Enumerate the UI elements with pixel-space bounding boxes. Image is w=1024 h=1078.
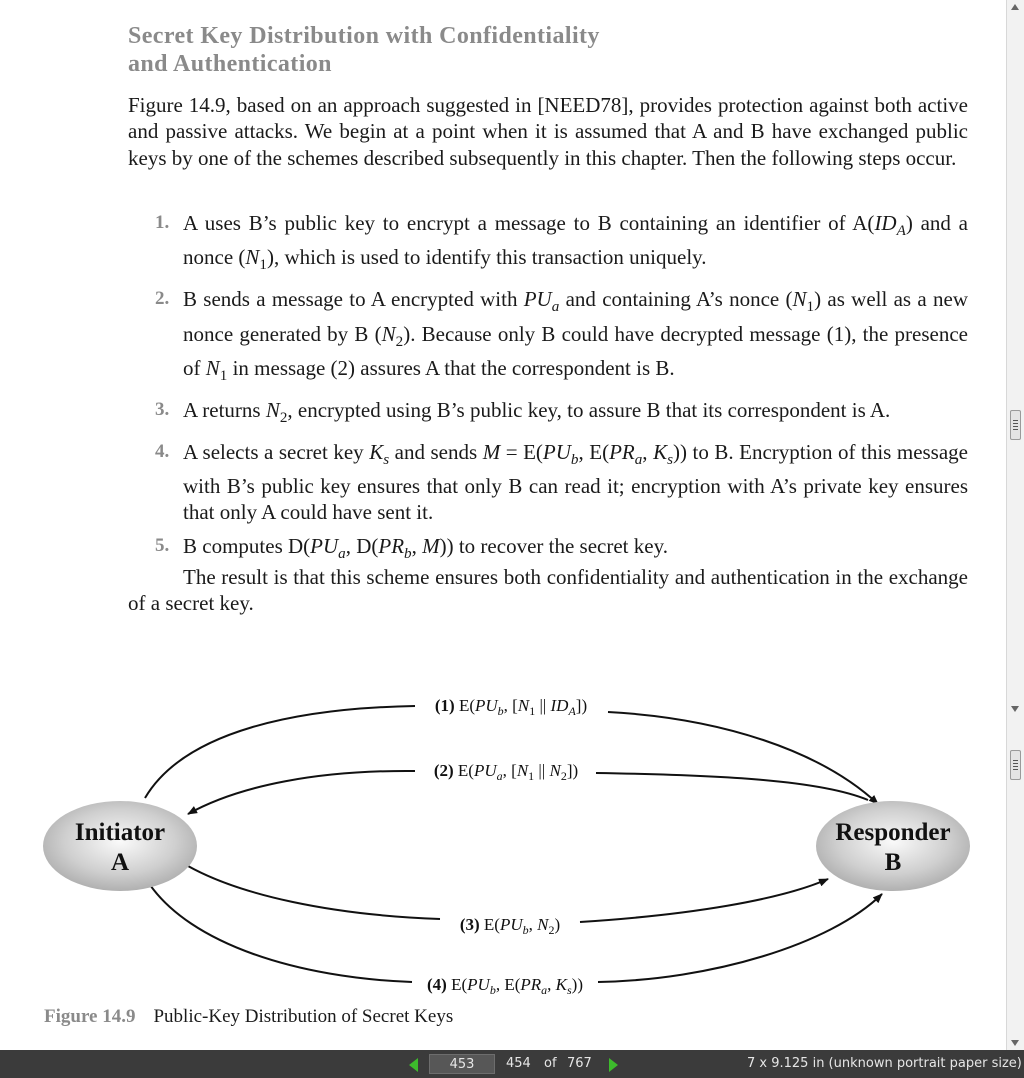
step-number: 5. bbox=[155, 535, 170, 557]
page-of-label: of bbox=[544, 1056, 557, 1071]
scroll-down-icon[interactable] bbox=[1011, 1040, 1019, 1046]
scrollbar-thumb-secondary[interactable] bbox=[1010, 750, 1021, 780]
step-text: A returns $N_2$, encrypted using B’s public key, to assure B that its correspondent is A. bbox=[183, 397, 891, 427]
step-text: B sends a message to A encrypted with $PU_a$ and containing A’s nonce $(N_1)$ as well as a new nonce generated by B $(N_2)$. Because only B could have decrypted message (1), the presence of $N_1$ in message (2) assures A that the correspondent is B. bbox=[183, 287, 968, 384]
heading-line-2: and Authentication bbox=[128, 51, 332, 77]
responder-node bbox=[816, 801, 970, 891]
message-4-arrow bbox=[148, 882, 412, 982]
scroll-down-icon[interactable] bbox=[1011, 706, 1019, 712]
message-3-label: (3) $E(PU_b$, $N_2$) bbox=[459, 915, 561, 937]
initiator-label: Initiator bbox=[74, 819, 166, 846]
next-page-icon[interactable] bbox=[609, 1058, 618, 1072]
step-item bbox=[128, 210, 968, 278]
step-item bbox=[128, 397, 968, 431]
current-page-label: 454 bbox=[506, 1056, 531, 1071]
initiator-letter: A bbox=[110, 849, 130, 876]
step-item bbox=[128, 533, 968, 567]
intro-paragraph: Figure 14.9, based on an approach suggested in [NEED78], provides protection against both active and passive attacks. We begin at a point when it is assumed that A and B have exchanged public keys by one of the schemes described subsequently in this chapter. Then the following steps occur. bbox=[128, 93, 968, 170]
previous-page-icon[interactable] bbox=[409, 1058, 418, 1072]
step-text: A uses B’s public key to encrypt a message to B containing an identifier of $A(ID_A)$ and a nonce $(N_1)$, which is used to identify this transaction uniquely. bbox=[183, 211, 968, 274]
figure-number: Figure 14.9 bbox=[44, 1006, 136, 1027]
step-item bbox=[128, 286, 968, 389]
message-1-label: (1) $E(PU_b$, [$N_1$ || $ID_A$]) bbox=[434, 696, 588, 718]
page-number-input[interactable] bbox=[429, 1054, 495, 1074]
heading-line-1: Secret Key Distribution with Confidentiality bbox=[128, 23, 600, 49]
scroll-up-icon[interactable] bbox=[1011, 4, 1019, 10]
message-3-arrow-head bbox=[580, 879, 828, 922]
message-4-label: (4) $E(PU_b$, $E(PR_a$, $K_s$)) bbox=[427, 975, 583, 997]
section-heading bbox=[128, 22, 600, 78]
step-text: B computes $D(PU_a$, $D(PR_b$, M)) to recover the secret key. bbox=[183, 534, 668, 563]
step-item bbox=[128, 439, 968, 525]
conclusion-paragraph: The result is that this scheme ensures both confidentiality and authentication in the exchange of a secret key. bbox=[128, 565, 968, 616]
initiator-node bbox=[43, 801, 197, 891]
figure-title: Public-Key Distribution of Secret Keys bbox=[153, 1006, 454, 1027]
message-4-arrow-head bbox=[598, 894, 882, 982]
vertical-scrollbar[interactable] bbox=[1006, 0, 1024, 1050]
message-3-arrow bbox=[188, 866, 440, 919]
steps-list bbox=[128, 210, 968, 576]
step-number: 3. bbox=[155, 398, 170, 420]
step-number: 1. bbox=[155, 212, 170, 233]
step-number: 2. bbox=[155, 288, 170, 310]
message-1-arrow bbox=[145, 706, 415, 798]
message-2-arrow bbox=[596, 773, 868, 800]
step-text: A selects a secret key $K_s$ and sends $M = E(PU_b$, $E(PR_a$, $K_s$)) to B. Encryption of this message with B’s public key ensures that only B can read it; encryption with A’s private key ensures that only A could have sent it. bbox=[183, 440, 968, 525]
step-number: 4. bbox=[155, 441, 170, 463]
key-distribution-diagram bbox=[0, 660, 1006, 1000]
message-2-arrow-head bbox=[188, 771, 415, 814]
responder-letter: B bbox=[884, 849, 902, 876]
message-2-label: (2) $E(PU_a$, [$N_1$ || $N_2$]) bbox=[433, 761, 579, 783]
figure-caption bbox=[44, 1006, 453, 1028]
scrollbar-thumb[interactable] bbox=[1010, 410, 1021, 440]
responder-label: Responder bbox=[835, 819, 951, 846]
paper-size-label: 7 x 9.125 in (unknown portrait paper size) bbox=[747, 1056, 1022, 1071]
total-pages-label: 767 bbox=[567, 1056, 592, 1071]
status-bar bbox=[0, 1050, 1024, 1078]
